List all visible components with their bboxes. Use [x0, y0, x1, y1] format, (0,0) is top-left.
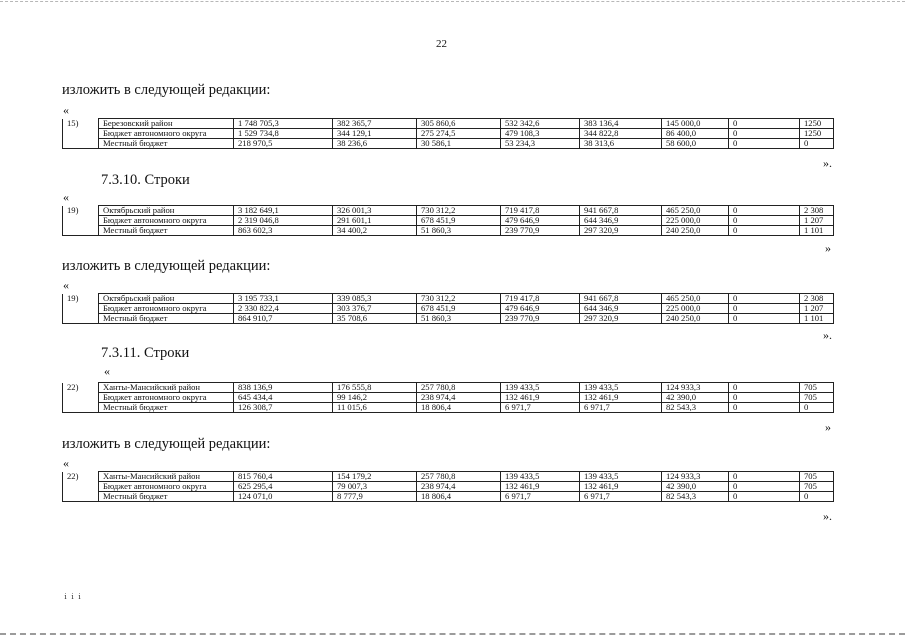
value-cell: 240 250,0	[662, 226, 729, 236]
value-cell: 730 312,2	[417, 294, 501, 304]
value-cell: 132 461,9	[501, 393, 580, 403]
value-cell: 863 602,3	[234, 226, 333, 236]
value-cell: 218 970,5	[234, 139, 333, 149]
block-3-open-quote: «	[63, 278, 69, 292]
value-cell: 51 860,3	[417, 226, 501, 236]
value-cell: 124 933,3	[662, 383, 729, 393]
value-cell: 719 417,8	[501, 294, 580, 304]
value-cell: 58 600,0	[662, 139, 729, 149]
table-row	[63, 403, 834, 413]
row-number-cell: 15)	[63, 119, 99, 129]
value-cell: 176 555,8	[333, 383, 417, 393]
value-cell: 479 646,9	[501, 304, 580, 314]
block-1-close-quote: ».	[823, 156, 832, 170]
value-cell: 705	[800, 383, 834, 393]
value-cell: 0	[729, 129, 800, 139]
block-5-table	[62, 471, 834, 502]
value-cell: 139 433,5	[501, 472, 580, 482]
value-cell: 2 308	[800, 294, 834, 304]
row-number-cell	[63, 482, 99, 492]
value-cell: 0	[800, 403, 834, 413]
block-1-open-quote: «	[63, 103, 69, 117]
block-3-table	[62, 293, 834, 324]
value-cell: 11 015,6	[333, 403, 417, 413]
table-row	[63, 482, 834, 492]
row-number-cell	[63, 129, 99, 139]
block-2-table	[62, 205, 834, 236]
value-cell: 644 346,9	[580, 304, 662, 314]
value-cell: 139 433,5	[580, 383, 662, 393]
value-cell: 941 667,8	[580, 206, 662, 216]
value-cell: 6 971,7	[580, 403, 662, 413]
row-name-cell: Местный бюджет	[99, 403, 234, 413]
value-cell: 145 000,0	[662, 119, 729, 129]
value-cell: 326 001,3	[333, 206, 417, 216]
value-cell: 132 461,9	[580, 393, 662, 403]
value-cell: 705	[800, 472, 834, 482]
value-cell: 0	[800, 492, 834, 502]
value-cell: 18 806,4	[417, 403, 501, 413]
value-cell: 124 071,0	[234, 492, 333, 502]
value-cell: 2 319 046,8	[234, 216, 333, 226]
value-cell: 225 000,0	[662, 216, 729, 226]
row-number-cell: 19)	[63, 294, 99, 304]
row-name-cell: Ханты-Мансийский район	[99, 472, 234, 482]
value-cell: 1 207	[800, 216, 834, 226]
block-4-open-quote: «	[104, 364, 110, 378]
row-number-cell	[63, 226, 99, 236]
value-cell: 154 179,2	[333, 472, 417, 482]
block-4-close-quote: »	[825, 420, 831, 434]
table-row	[63, 206, 834, 216]
row-number-cell	[63, 393, 99, 403]
row-number-cell	[63, 314, 99, 324]
value-cell: 132 461,9	[580, 482, 662, 492]
value-cell: 644 346,9	[580, 216, 662, 226]
value-cell: 1 207	[800, 304, 834, 314]
table-row	[63, 139, 834, 149]
row-number-cell: 22)	[63, 472, 99, 482]
row-name-cell: Бюджет автономного округа	[99, 393, 234, 403]
block-5-heading: изложить в следующей редакции:	[62, 436, 271, 452]
value-cell: 240 250,0	[662, 314, 729, 324]
value-cell: 297 320,9	[580, 314, 662, 324]
value-cell: 383 136,4	[580, 119, 662, 129]
value-cell: 465 250,0	[662, 206, 729, 216]
value-cell: 42 390,0	[662, 393, 729, 403]
value-cell: 0	[729, 472, 800, 482]
value-cell: 625 295,4	[234, 482, 333, 492]
block-4-table	[62, 382, 834, 413]
value-cell: 645 434,4	[234, 393, 333, 403]
value-cell: 99 146,2	[333, 393, 417, 403]
value-cell: 2 330 822,4	[234, 304, 333, 314]
value-cell: 126 308,7	[234, 403, 333, 413]
value-cell: 239 770,9	[501, 314, 580, 324]
value-cell: 0	[729, 393, 800, 403]
value-cell: 34 400,2	[333, 226, 417, 236]
value-cell: 0	[729, 139, 800, 149]
row-name-cell: Октябрьский район	[99, 294, 234, 304]
row-name-cell: Бюджет автономного округа	[99, 304, 234, 314]
block-3-close-quote: ».	[823, 328, 832, 342]
value-cell: 344 822,8	[580, 129, 662, 139]
value-cell: 139 433,5	[501, 383, 580, 393]
row-number-cell: 22)	[63, 383, 99, 393]
value-cell: 0	[729, 383, 800, 393]
value-cell: 1 101	[800, 314, 834, 324]
value-cell: 6 971,7	[501, 403, 580, 413]
value-cell: 239 770,9	[501, 226, 580, 236]
row-name-cell: Бюджет автономного округа	[99, 216, 234, 226]
value-cell: 864 910,7	[234, 314, 333, 324]
footer-mark: ｉｉｉ	[62, 593, 83, 601]
value-cell: 465 250,0	[662, 294, 729, 304]
value-cell: 86 400,0	[662, 129, 729, 139]
table-row	[63, 472, 834, 482]
block-4-section-title: 7.3.11. Строки	[101, 345, 190, 361]
scan-edge-bottom	[0, 633, 905, 635]
row-name-cell: Местный бюджет	[99, 314, 234, 324]
block-2-section-title: 7.3.10. Строки	[101, 172, 190, 188]
value-cell: 719 417,8	[501, 206, 580, 216]
value-cell: 53 234,3	[501, 139, 580, 149]
block-2-open-quote: «	[63, 190, 69, 204]
table-row	[63, 492, 834, 502]
row-number-cell	[63, 403, 99, 413]
value-cell: 238 974,4	[417, 482, 501, 492]
value-cell: 8 777,9	[333, 492, 417, 502]
value-cell: 2 308	[800, 206, 834, 216]
value-cell: 297 320,9	[580, 226, 662, 236]
row-name-cell: Октябрьский район	[99, 206, 234, 216]
value-cell: 705	[800, 482, 834, 492]
value-cell: 838 136,9	[234, 383, 333, 393]
value-cell: 1 101	[800, 226, 834, 236]
value-cell: 532 342,6	[501, 119, 580, 129]
row-number-cell	[63, 304, 99, 314]
value-cell: 339 085,3	[333, 294, 417, 304]
table-row	[63, 226, 834, 236]
table-row	[63, 216, 834, 226]
value-cell: 0	[729, 226, 800, 236]
table-row	[63, 393, 834, 403]
value-cell: 344 129,1	[333, 129, 417, 139]
value-cell: 291 601,1	[333, 216, 417, 226]
value-cell: 678 451,9	[417, 304, 501, 314]
row-name-cell: Местный бюджет	[99, 139, 234, 149]
block-3-heading: изложить в следующей редакции:	[62, 258, 271, 274]
value-cell: 0	[729, 119, 800, 129]
value-cell: 3 182 649,1	[234, 206, 333, 216]
value-cell: 678 451,9	[417, 216, 501, 226]
value-cell: 0	[729, 304, 800, 314]
row-number-cell	[63, 492, 99, 502]
row-name-cell: Березовский район	[99, 119, 234, 129]
value-cell: 225 000,0	[662, 304, 729, 314]
value-cell: 6 971,7	[580, 492, 662, 502]
value-cell: 479 108,3	[501, 129, 580, 139]
row-number-cell: 19)	[63, 206, 99, 216]
table-row	[63, 119, 834, 129]
value-cell: 18 806,4	[417, 492, 501, 502]
value-cell: 705	[800, 393, 834, 403]
value-cell: 479 646,9	[501, 216, 580, 226]
scan-edge-top	[0, 1, 905, 2]
value-cell: 305 860,6	[417, 119, 501, 129]
row-name-cell: Бюджет автономного округа	[99, 129, 234, 139]
value-cell: 1250	[800, 119, 834, 129]
value-cell: 38 236,6	[333, 139, 417, 149]
value-cell: 79 007,3	[333, 482, 417, 492]
value-cell: 257 780,8	[417, 383, 501, 393]
value-cell: 0	[729, 206, 800, 216]
table-row	[63, 294, 834, 304]
block-5-open-quote: «	[63, 456, 69, 470]
value-cell: 0	[729, 403, 800, 413]
value-cell: 38 313,6	[580, 139, 662, 149]
value-cell: 1250	[800, 129, 834, 139]
row-number-cell	[63, 139, 99, 149]
value-cell: 3 195 733,1	[234, 294, 333, 304]
table-row	[63, 129, 834, 139]
table-row	[63, 314, 834, 324]
page-number: 22	[436, 38, 447, 50]
value-cell: 51 860,3	[417, 314, 501, 324]
value-cell: 30 586,1	[417, 139, 501, 149]
value-cell: 1 748 705,3	[234, 119, 333, 129]
row-name-cell: Местный бюджет	[99, 492, 234, 502]
block-5-close-quote: ».	[823, 509, 832, 523]
value-cell: 124 933,3	[662, 472, 729, 482]
block-1-table	[62, 118, 834, 149]
value-cell: 132 461,9	[501, 482, 580, 492]
table-row	[63, 383, 834, 393]
value-cell: 275 274,5	[417, 129, 501, 139]
value-cell: 42 390,0	[662, 482, 729, 492]
value-cell: 730 312,2	[417, 206, 501, 216]
block-1-heading: изложить в следующей редакции:	[62, 82, 271, 98]
row-name-cell: Бюджет автономного округа	[99, 482, 234, 492]
value-cell: 1 529 734,8	[234, 129, 333, 139]
value-cell: 0	[729, 492, 800, 502]
value-cell: 238 974,4	[417, 393, 501, 403]
value-cell: 0	[729, 216, 800, 226]
row-name-cell: Местный бюджет	[99, 226, 234, 236]
value-cell: 0	[800, 139, 834, 149]
value-cell: 139 433,5	[580, 472, 662, 482]
value-cell: 82 543,3	[662, 492, 729, 502]
value-cell: 815 760,4	[234, 472, 333, 482]
value-cell: 0	[729, 294, 800, 304]
value-cell: 0	[729, 314, 800, 324]
value-cell: 0	[729, 482, 800, 492]
value-cell: 6 971,7	[501, 492, 580, 502]
block-2-close-quote: »	[825, 241, 831, 255]
row-number-cell	[63, 216, 99, 226]
value-cell: 382 365,7	[333, 119, 417, 129]
value-cell: 941 667,8	[580, 294, 662, 304]
table-row	[63, 304, 834, 314]
value-cell: 303 376,7	[333, 304, 417, 314]
value-cell: 35 708,6	[333, 314, 417, 324]
row-name-cell: Ханты-Мансийский район	[99, 383, 234, 393]
value-cell: 82 543,3	[662, 403, 729, 413]
value-cell: 257 780,8	[417, 472, 501, 482]
